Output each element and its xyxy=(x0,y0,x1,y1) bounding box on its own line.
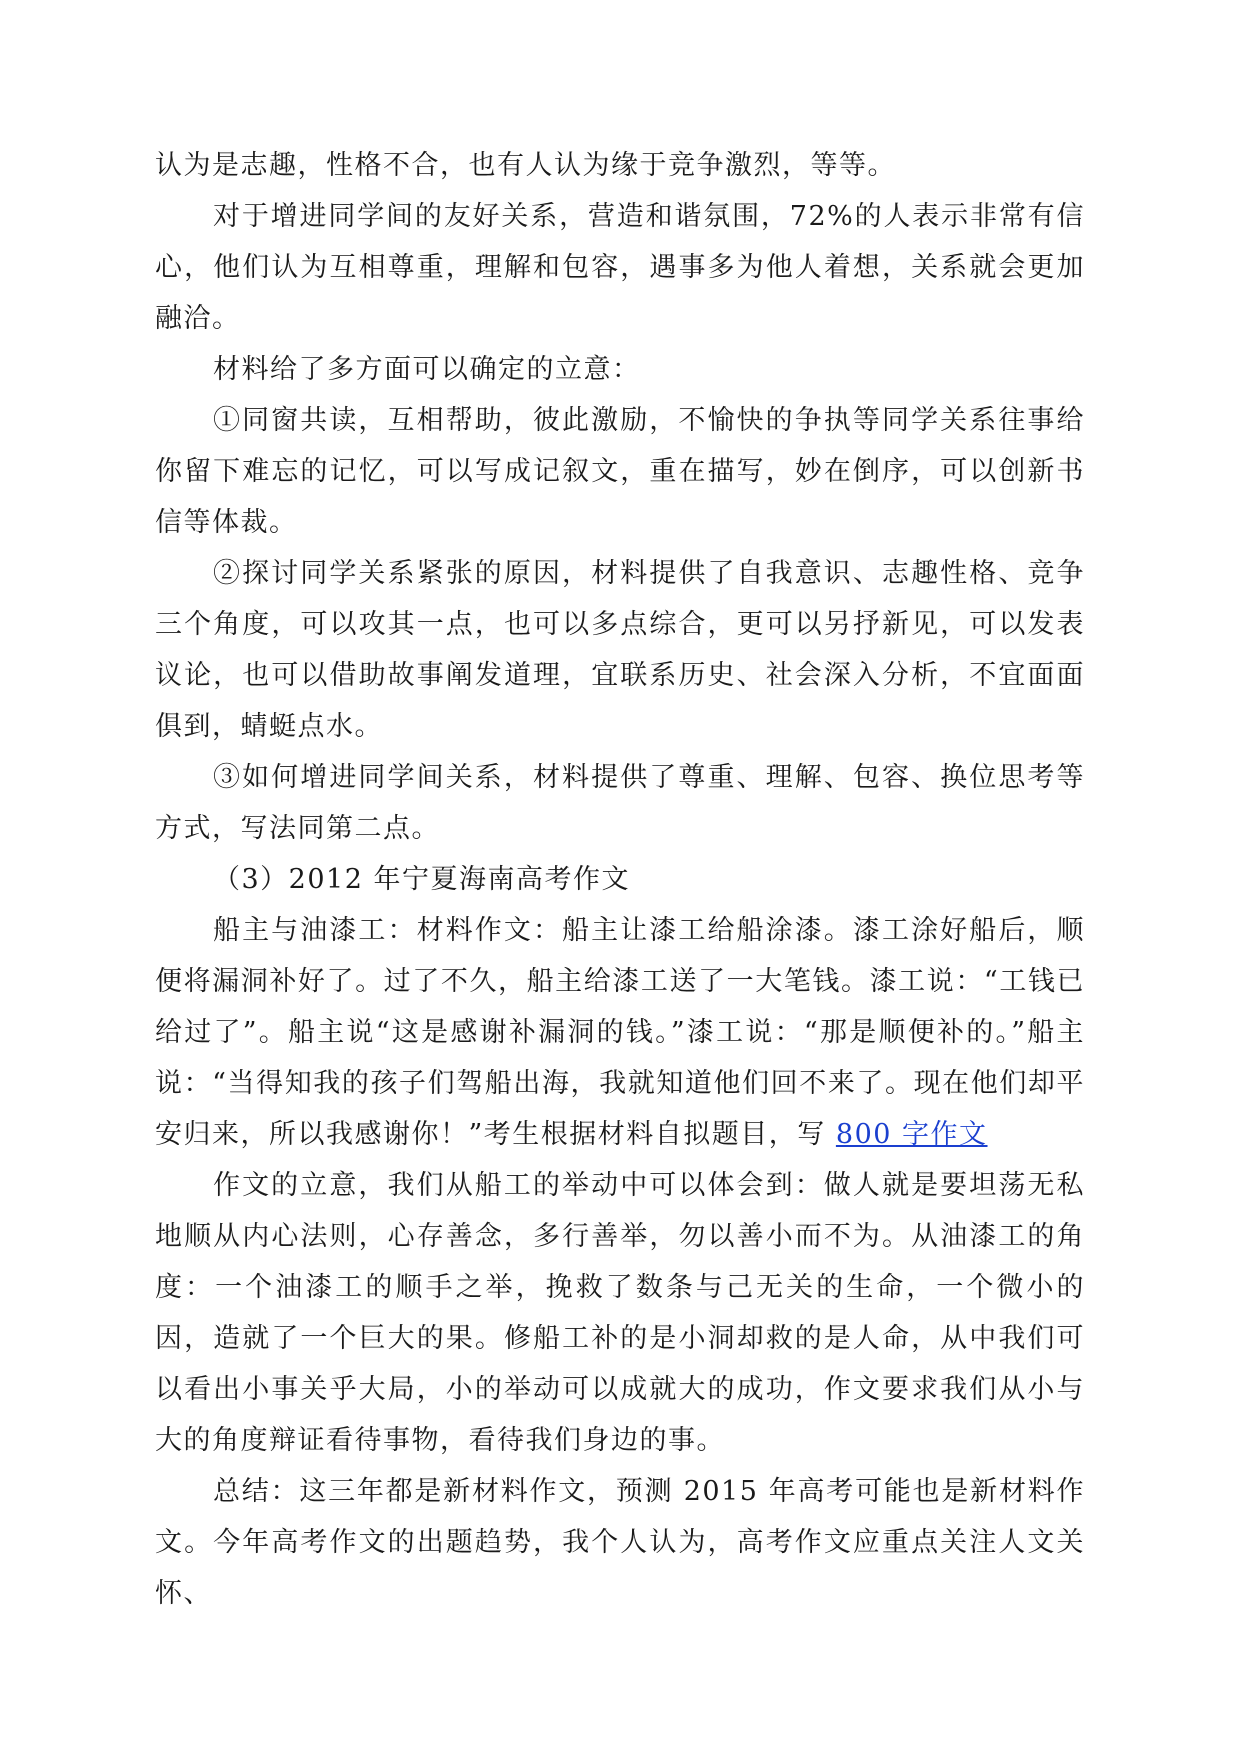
paragraph-summary: 总结：这三年都是新材料作文，预测 2015 年高考可能也是新材料作文。今年高考作文的出题趋势，我个人认为，高考作文应重点关注人文关怀、 xyxy=(155,1476,1085,1609)
essay-800-link[interactable]: 800 字作文 xyxy=(835,1119,988,1150)
document-body xyxy=(155,140,1085,1619)
paragraph-theme-three: ③如何增进同学间关系，材料提供了尊重、理解、包容、换位思考等方式，写法同第二点。 xyxy=(155,762,1085,844)
paragraph-boat-story xyxy=(155,905,1085,1160)
paragraph-theme-intro: 材料给了多方面可以确定的立意： xyxy=(213,354,641,385)
boat-story-text: 船主与油漆工：材料作文：船主让漆工给船涂漆。漆工涂好船后，顺便将漏洞补好了。过了不久，船主给漆工送了一大笔钱。漆工说：“工钱已给过了”。船主说“这是感谢补漏洞的钱。”漆工说：“那是顺便补的。”船主说：“当得知我的孩子们驾船出海，我就知道他们回不来了。现在他们却平安归来，所以我感谢你！”考生根据材料自拟题目，写 xyxy=(155,915,1085,1150)
paragraph-survey-confidence: 对于增进同学间的友好关系，营造和谐氛围，72%的人表示非常有信心，他们认为互相尊重，理解和包容，遇事多为他人着想，关系就会更加融洽。 xyxy=(155,201,1085,334)
paragraph-continued-opinions: 认为是志趣，性格不合，也有人认为缘于竞争激烈，等等。 xyxy=(155,150,896,181)
paragraph-theme-one: ①同窗共读，互相帮助，彼此激励，不愉快的争执等同学关系往事给你留下难忘的记忆，可以写成记叙文，重在描写，妙在倒序，可以创新书信等体裁。 xyxy=(155,405,1085,538)
section-heading-2012: （3）2012 年宁夏海南高考作文 xyxy=(213,864,630,895)
paragraph-theme-two: ②探讨同学关系紧张的原因，材料提供了自我意识、志趣性格、竞争三个角度，可以攻其一点，也可以多点综合，更可以另抒新见，可以发表议论，也可以借助故事阐发道理，宜联系历史、社会深入分析，不宜面面俱到，蜻蜓点水。 xyxy=(155,558,1085,742)
paragraph-essay-theme: 作文的立意，我们从船工的举动中可以体会到：做人就是要坦荡无私地顺从内心法则，心存善念，多行善举，勿以善小而不为。从油漆工的角度：一个油漆工的顺手之举，挽救了数条与己无关的生命，一个微小的因，造就了一个巨大的果。修船工补的是小洞却救的是人命，从中我们可以看出小事关乎大局，小的举动可以成就大的成功，作文要求我们从小与大的角度辩证看待事物，看待我们身边的事。 xyxy=(155,1170,1085,1456)
